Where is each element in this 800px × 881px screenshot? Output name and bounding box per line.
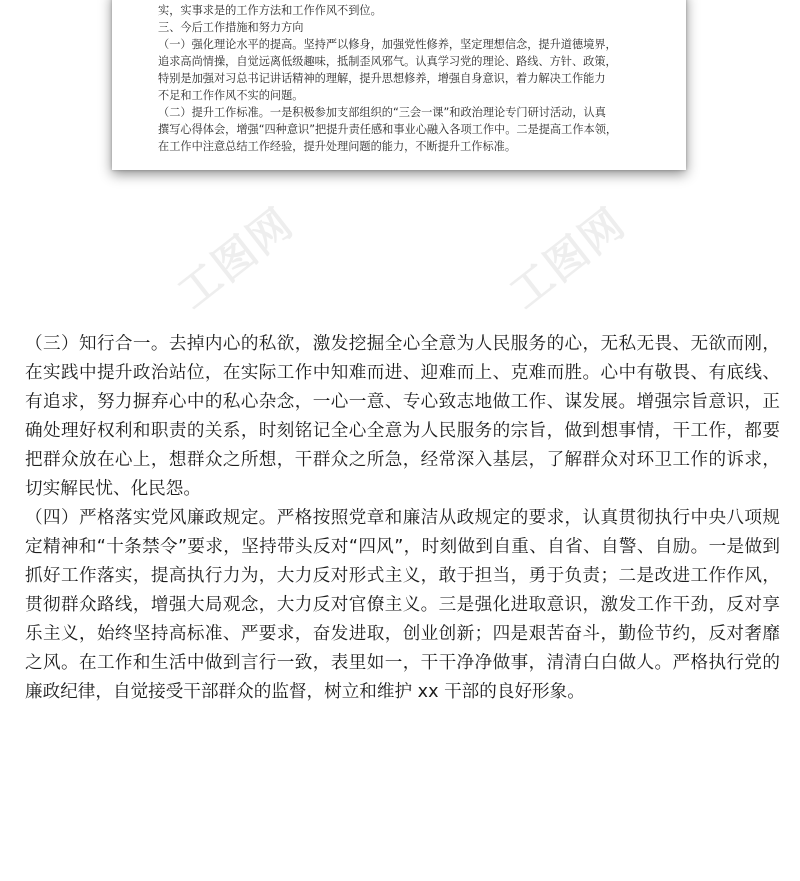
document-body: [25, 330, 780, 707]
document-preview-card: [112, 0, 686, 170]
preview-line: 撰写心得体会，增强“四种意识”把提升责任感和事业心融入各项工作中。二是提高工作本领，: [158, 123, 618, 136]
preview-line: 在工作中注意总结工作经验，提升处理问题的能力，不断提升工作标准。: [158, 140, 517, 153]
watermark-logo: 工图网: [168, 198, 303, 318]
watermark-logo: 工图网: [500, 198, 635, 318]
paragraph-lianzheng: （四）严格落实党风廉政规定。严格按照党章和廉洁从政规定的要求，认真贯彻执行中央八项规定精神和“十条禁令”要求，坚持带头反对“四风”，时刻做到自重、自省、自警、自励。一是做到抓好工作落实，提高执行力为，大力反对形式主义，敢于担当，勇于负责；二是改进工作作风，贯彻群众路线，增强大局观念，大力反对官僚主义。三是强化进取意识，激发工作干劲，反对享乐主义，始终坚持高标准、严要求，奋发进取，创业创新；四是艰苦奋斗，勤俭节约，反对奢靡之风。在工作和生活中做到言行一致，表里如一，干干净净做事，清清白白做人。严格执行党的廉政纪律，自觉接受干部群众的监督，树立和维护 xx 干部的良好形象。: [25, 508, 780, 702]
preview-line: 追求高尚情操，自觉远离低级趣味，抵制歪风邪气。认真学习党的理论、路线、方针、政策，: [158, 55, 617, 68]
paragraph-zhixingheyi: （三）知行合一。去掉内心的私欲，激发挖掘全心全意为人民服务的心，无私无畏、无欲而刚，在实践中提升政治站位，在实际工作中知难而进、迎难而上、克难而胜。心中有敬畏、有底线、有追求，努力摒弃心中的私心杂念，一心一意、专心致志地做工作、谋发展。增强宗旨意识，正确处理好权利和职责的关系，时刻铭记全心全意为人民服务的宗旨，做到想事情，干工作，都要把群众放在心上，想群众之所想，干群众之所急，经常深入基层，了解群众对环卫工作的诉求，切实解民忧、化民怨。: [25, 334, 780, 499]
preview-line: （二）提升工作标准。一是积极参加支部组织的“三会一课”和政治理论专门研讨活动，认真: [158, 106, 606, 119]
document-preview-text: [158, 0, 658, 155]
preview-line: 特别是加强对习总书记讲话精神的理解，提升思想修养，增强自身意识，着力解决工作能力: [158, 72, 606, 85]
preview-heading: 三、今后工作措施和努力方向: [158, 21, 304, 34]
preview-line: 实，实事求是的工作方法和工作作风不到位。: [158, 4, 382, 17]
preview-line: 不足和工作作风不实的问题。: [158, 89, 304, 102]
preview-line: （一）强化理论水平的提高。坚持严以修身，加强党性修养，坚定理想信念，提升道德境界，: [158, 38, 617, 51]
